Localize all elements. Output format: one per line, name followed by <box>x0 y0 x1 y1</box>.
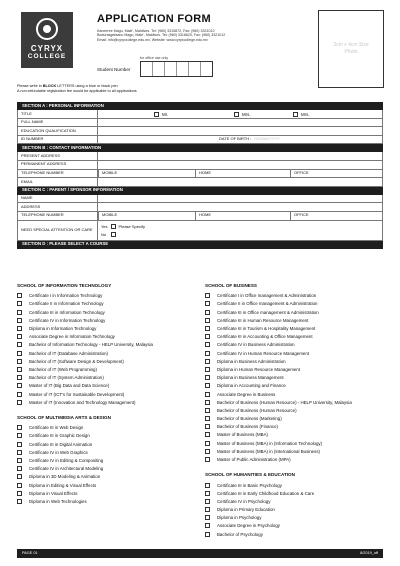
sponsor-mobile-field[interactable]: MOBILE <box>98 212 195 220</box>
course-checkbox[interactable] <box>205 367 210 372</box>
course-checkbox[interactable] <box>205 383 210 388</box>
email-field[interactable] <box>98 178 382 186</box>
course-label: Certificate III in Digital Animation <box>29 441 93 447</box>
course-label: Bachelor of IT (System Administration) <box>29 375 104 381</box>
photo-box[interactable] <box>318 10 384 88</box>
dob-label: DATE OF BIRTH : <box>219 136 252 142</box>
course-option[interactable] <box>205 416 383 424</box>
course-checkbox[interactable] <box>205 457 210 462</box>
course-option[interactable] <box>17 342 195 350</box>
course-checkbox[interactable] <box>205 408 210 413</box>
course-option[interactable] <box>17 474 195 482</box>
mobile-field[interactable]: MOBILE <box>98 170 195 178</box>
course-label: Certificate III in Graphic Design <box>29 433 90 439</box>
course-label: Certificate III in Tourism & Hospitality Management <box>217 326 316 332</box>
address-line-2: Bodurasgefaanu Magu, Male', Maldives. Tel: (960) 3318620, Fax: (960) 3321012 <box>97 33 226 38</box>
title-row <box>17 110 383 119</box>
sponsor-telephone-row <box>17 212 383 221</box>
course-option[interactable] <box>205 515 383 523</box>
course-label: Bachelor of Information Technology - HELP University, Malaysia <box>29 342 153 348</box>
course-label: Diploma in Visual Effects <box>29 490 78 496</box>
course-option[interactable] <box>205 441 383 449</box>
course-checkbox[interactable] <box>205 491 210 496</box>
permanent-address-label: PERMANENT ADDRESS <box>18 161 98 169</box>
course-label: Diploma in Human Resource Management <box>217 366 300 372</box>
course-label: Bachelor of Psychology <box>217 531 263 537</box>
course-option[interactable] <box>17 383 195 391</box>
course-checkbox[interactable] <box>205 507 210 512</box>
course-label: Diploma in Accounting and Finance <box>217 383 286 389</box>
course-option[interactable] <box>17 466 195 474</box>
no-label: No <box>101 231 107 237</box>
section-d-header: SECTION D : PLEASE SELECT A COURSE <box>17 241 383 249</box>
no-checkbox[interactable] <box>111 232 116 237</box>
course-label: Associate Degree in Psychology <box>217 523 280 529</box>
course-checkbox[interactable] <box>205 301 210 306</box>
sponsor-address-label: ADDRESS <box>18 203 98 211</box>
course-label: Diploma in Business Administration <box>217 358 286 364</box>
course-column-right <box>205 277 383 540</box>
present-address-field[interactable] <box>98 152 382 160</box>
course-checkbox[interactable] <box>17 433 22 438</box>
course-label: Master of Business (MBA) <box>217 432 268 438</box>
course-option[interactable] <box>17 318 195 326</box>
course-option[interactable] <box>17 400 195 408</box>
student-number-label: Student Number <box>97 67 131 72</box>
email-label: EMAIL <box>18 178 98 186</box>
course-option[interactable] <box>205 483 383 491</box>
course-option[interactable] <box>205 408 383 416</box>
instruction-line-2: A non-refundable registration fee would be applicable to all applications <box>17 89 137 94</box>
course-label: Diploma in Editing & Visual Effects <box>29 482 97 488</box>
course-option[interactable] <box>17 450 195 458</box>
section-a-header: SECTION A : PERSONAL INFORMATION <box>17 102 383 110</box>
course-checkbox[interactable] <box>205 310 210 315</box>
education-label: EDUCATION QUALIFICATION <box>18 127 98 135</box>
course-option[interactable] <box>205 293 383 301</box>
course-checkbox[interactable] <box>205 342 210 347</box>
course-label: Certificate III in Office management & Administration <box>217 309 319 315</box>
please-specify-label: Please Specify <box>118 223 145 229</box>
course-option[interactable] <box>17 499 195 507</box>
course-label: Certificate IV in Psychology <box>217 498 271 504</box>
course-label: Certificate IV in Architectural Modeling <box>29 466 104 472</box>
course-option[interactable] <box>17 310 195 318</box>
student-number-field[interactable] <box>140 61 213 77</box>
course-checkbox[interactable] <box>17 466 22 471</box>
course-option[interactable] <box>17 491 195 499</box>
office-use-label: for office use only <box>140 56 169 60</box>
course-checkbox[interactable] <box>205 318 210 323</box>
course-label: Diploma in Primary Education <box>217 507 275 513</box>
course-option[interactable] <box>205 359 383 367</box>
course-label: Master of Business (MBA) in (International Business) <box>217 448 320 454</box>
title-ms-label: Mrs. <box>301 112 310 117</box>
course-option[interactable] <box>17 458 195 466</box>
course-option[interactable] <box>205 383 383 391</box>
sponsor-address-row <box>17 203 383 212</box>
title-mrs-label: Mrs. <box>242 112 251 117</box>
section-c-header: SECTION C : PARENT / SPONSOR INFORMATION <box>17 187 383 195</box>
sponsor-name-field[interactable] <box>98 195 382 203</box>
full-name-row <box>17 119 383 128</box>
full-name-field[interactable] <box>98 119 382 127</box>
course-checkbox[interactable] <box>17 383 22 388</box>
permanent-address-field[interactable] <box>98 161 382 169</box>
course-label: Diploma in Information Technology <box>29 326 97 332</box>
course-label: Bachelor of Business (Human Resource) - HELP University, Malaysia <box>217 399 352 405</box>
course-checkbox[interactable] <box>17 334 22 339</box>
course-label: Certificate III in Information Technology <box>29 309 105 315</box>
course-label: Certificate III in Human Resource Management <box>217 317 309 323</box>
course-label: Diploma in 3D Modeling & Animation <box>29 474 101 480</box>
course-label: Certificate II in Office management & Administration <box>217 301 318 307</box>
course-checkbox[interactable] <box>205 449 210 454</box>
course-checkbox[interactable] <box>17 483 22 488</box>
course-label: Master of IT (Big Data and Data Science) <box>29 383 110 389</box>
school-heading: SCHOOL OF HUMANITIES & EDUCATION <box>205 472 295 478</box>
course-checkbox[interactable] <box>17 442 22 447</box>
course-checkbox[interactable] <box>205 523 210 528</box>
course-column-left <box>17 277 195 507</box>
course-label: Diploma in Psychology <box>217 515 262 521</box>
course-option[interactable] <box>205 375 383 383</box>
course-option[interactable] <box>17 375 195 383</box>
course-label: Certificate IV in Editing & Compositing <box>29 457 104 463</box>
course-checkbox[interactable] <box>17 458 22 463</box>
address-line-1: Kaneeree Magu, Male', Maldives. Tel: (960) 3315872, Fax: (960) 3321012 <box>97 28 215 33</box>
course-option[interactable] <box>17 334 195 342</box>
course-label: Master of IT (Innovation and Technology Management) <box>29 399 136 405</box>
course-option[interactable] <box>205 507 383 515</box>
course-option[interactable] <box>17 301 195 309</box>
course-option[interactable] <box>205 318 383 326</box>
special-attention-row <box>17 221 383 241</box>
course-label: Certificate III in Early Childhood Education & Care <box>217 490 315 496</box>
course-checkbox[interactable] <box>205 359 210 364</box>
course-checkbox[interactable] <box>205 515 210 520</box>
course-option[interactable] <box>17 351 195 359</box>
course-checkbox[interactable] <box>17 301 22 306</box>
office-phone-field[interactable]: OFFICE <box>290 170 382 178</box>
course-label: Certificate I in Information Technology <box>29 293 103 299</box>
course-checkbox[interactable] <box>205 441 210 446</box>
course-checkbox[interactable] <box>17 400 22 405</box>
sponsor-telephone-label: TELEPHONE NUMBER <box>18 212 98 220</box>
course-checkbox[interactable] <box>205 416 210 421</box>
course-checkbox[interactable] <box>17 474 22 479</box>
sponsor-name-label: NAME <box>18 195 98 203</box>
course-checkbox[interactable] <box>205 424 210 429</box>
course-checkbox[interactable] <box>17 450 22 455</box>
course-checkbox[interactable] <box>17 359 22 364</box>
course-option[interactable] <box>205 523 383 531</box>
telephone-label: TELEPHONE NUMBER <box>18 170 98 178</box>
course-option[interactable] <box>205 532 383 540</box>
home-field[interactable]: HOME <box>195 170 290 178</box>
course-checkbox[interactable] <box>17 491 22 496</box>
college-logo <box>21 12 73 68</box>
school-heading: SCHOOL OF BUSINESS <box>205 283 257 288</box>
title-mrs-checkbox[interactable] <box>234 112 239 117</box>
course-checkbox[interactable] <box>17 326 22 331</box>
course-option[interactable] <box>17 359 195 367</box>
form-code: 8/2019_off <box>360 551 378 556</box>
course-option[interactable] <box>17 293 195 301</box>
course-option[interactable] <box>205 457 383 465</box>
logo-text-line1: CYRYX <box>30 44 64 53</box>
page-number: PAGE 01 <box>22 551 38 556</box>
course-checkbox[interactable] <box>205 375 210 380</box>
course-checkbox[interactable] <box>17 367 22 372</box>
school-heading: SCHOOL OF INFORMATION TECHNOLOGY <box>17 283 112 288</box>
course-option[interactable] <box>17 483 195 491</box>
course-checkbox[interactable] <box>205 334 210 339</box>
course-label: Master of Public Administration (MPA) <box>217 457 291 463</box>
full-name-label: FULL NAME <box>18 119 98 127</box>
email-row <box>17 178 383 187</box>
course-label: Diploma in Business Management <box>217 375 284 381</box>
course-option[interactable] <box>17 425 195 433</box>
course-label: Bachelor of Business (Finance) <box>217 424 279 430</box>
course-label: Certificate IV in Information Technology <box>29 317 106 323</box>
course-checkbox[interactable] <box>205 432 210 437</box>
dob-field[interactable] <box>216 136 280 144</box>
title-ms-checkbox[interactable] <box>293 112 298 117</box>
form-title: APPLICATION FORM <box>97 13 211 25</box>
course-label: Certificate III in Accounting & Office Management <box>217 334 313 340</box>
course-option[interactable] <box>17 442 195 450</box>
course-option[interactable] <box>205 351 383 359</box>
school-heading: SCHOOL OF MULTIMEDIA ARTS & DESIGN <box>17 414 111 420</box>
course-label: Certificate IV in Business Administration <box>217 342 295 348</box>
id-number-label: ID NUMBER <box>18 136 98 144</box>
course-option[interactable] <box>205 400 383 408</box>
contact-line: Email: info@cyryxcollege.edu.mv, Website: www.cyryxcollege.edu.mv <box>97 37 208 42</box>
course-checkbox[interactable] <box>205 293 210 298</box>
photo-placeholder-text: 3cm x 4cm Size Photo <box>333 42 369 55</box>
education-row <box>17 127 383 136</box>
yes-checkbox[interactable] <box>111 224 116 229</box>
page-footer <box>17 549 383 558</box>
course-checkbox[interactable] <box>205 483 210 488</box>
id-dob-row <box>17 136 383 145</box>
course-option[interactable] <box>205 301 383 309</box>
sponsor-address-field[interactable] <box>98 203 382 211</box>
dob-placeholder: DD/MM/YYYY <box>254 136 280 142</box>
course-checkbox[interactable] <box>17 342 22 347</box>
course-checkbox[interactable] <box>17 351 22 356</box>
course-checkbox[interactable] <box>17 425 22 430</box>
course-option[interactable] <box>205 310 383 318</box>
course-label: Associate Degree in Information Technology <box>29 334 115 340</box>
sponsor-name-row <box>17 195 383 204</box>
course-checkbox[interactable] <box>17 310 22 315</box>
logo-emblem-icon <box>36 18 58 40</box>
course-option[interactable] <box>205 326 383 334</box>
id-number-field[interactable] <box>98 136 382 144</box>
course-label: Certificate III in Web Design <box>29 425 84 431</box>
course-label: Bachelor of Business (Marketing) <box>217 416 282 422</box>
course-option[interactable] <box>205 334 383 342</box>
course-label: Bachelor of Business (Human Resource) <box>217 407 297 413</box>
permanent-address-row <box>17 161 383 170</box>
course-checkbox[interactable] <box>205 400 210 405</box>
section-b-header: SECTION B : CONTACT INFORMATION <box>17 144 383 152</box>
course-label: Certificate I in Office management & Administration <box>217 293 317 299</box>
instructions <box>17 84 137 94</box>
course-label: Certificate III in Basic Psychology <box>217 482 282 488</box>
title-label: TITLE <box>18 110 98 118</box>
course-option[interactable] <box>17 367 195 375</box>
course-label: Bachelor of IT (Software Design & Development) <box>29 358 124 364</box>
course-checkbox[interactable] <box>205 532 210 537</box>
course-label: Diploma in Web Technologies <box>29 498 87 504</box>
present-address-label: PRESENT ADDRESS <box>18 152 98 160</box>
course-option[interactable] <box>205 432 383 440</box>
course-option[interactable] <box>17 326 195 334</box>
yes-label: Yes <box>101 223 108 229</box>
sponsor-home-field[interactable]: HOME <box>195 212 290 220</box>
form-sections <box>17 102 383 249</box>
course-option[interactable] <box>205 342 383 350</box>
course-checkbox[interactable] <box>17 293 22 298</box>
course-option[interactable] <box>205 367 383 375</box>
course-label: Master of Business (MBA) in (Information Technology) <box>217 440 323 446</box>
course-checkbox[interactable] <box>205 326 210 331</box>
course-option[interactable] <box>205 424 383 432</box>
present-address-row <box>17 152 383 161</box>
title-mr-checkbox[interactable] <box>154 112 159 117</box>
course-option[interactable] <box>17 392 195 400</box>
education-field[interactable] <box>98 127 382 135</box>
course-option[interactable] <box>17 433 195 441</box>
course-label: Bachelor of IT (Web Programming) <box>29 366 97 372</box>
course-option[interactable] <box>205 491 383 499</box>
special-attention-label: NEED SPECIAL ATTENTION OR CARE <box>18 221 98 240</box>
course-label: Master of IT (ICT's for Sustainable Development) <box>29 391 125 397</box>
course-label: Associate Degree in Business <box>217 391 276 397</box>
form-header <box>97 13 302 43</box>
course-label: Bachelor of IT (Database Administration) <box>29 350 108 356</box>
course-label: Certificate IV in Human Resource Management <box>217 350 310 356</box>
course-label: Certificate II in Information Technology <box>29 301 104 307</box>
course-option[interactable] <box>205 449 383 457</box>
course-checkbox[interactable] <box>205 351 210 356</box>
logo-text-line2: COLLEGE <box>27 53 67 61</box>
instruction-line-1: Please write in BLOCK LETTERS using a blue or black pen <box>17 84 118 88</box>
course-checkbox[interactable] <box>17 392 22 397</box>
course-checkbox[interactable] <box>17 375 22 380</box>
course-checkbox[interactable] <box>17 499 22 504</box>
title-mr-label: Mr. <box>162 112 169 117</box>
telephone-row <box>17 170 383 179</box>
course-checkbox[interactable] <box>205 392 210 397</box>
course-option[interactable] <box>205 499 383 507</box>
course-option[interactable] <box>205 392 383 400</box>
course-label: Certificate IV in Web Graphics <box>29 449 88 455</box>
course-checkbox[interactable] <box>205 499 210 504</box>
sponsor-office-field[interactable]: OFFICE <box>290 212 382 220</box>
course-checkbox[interactable] <box>17 318 22 323</box>
